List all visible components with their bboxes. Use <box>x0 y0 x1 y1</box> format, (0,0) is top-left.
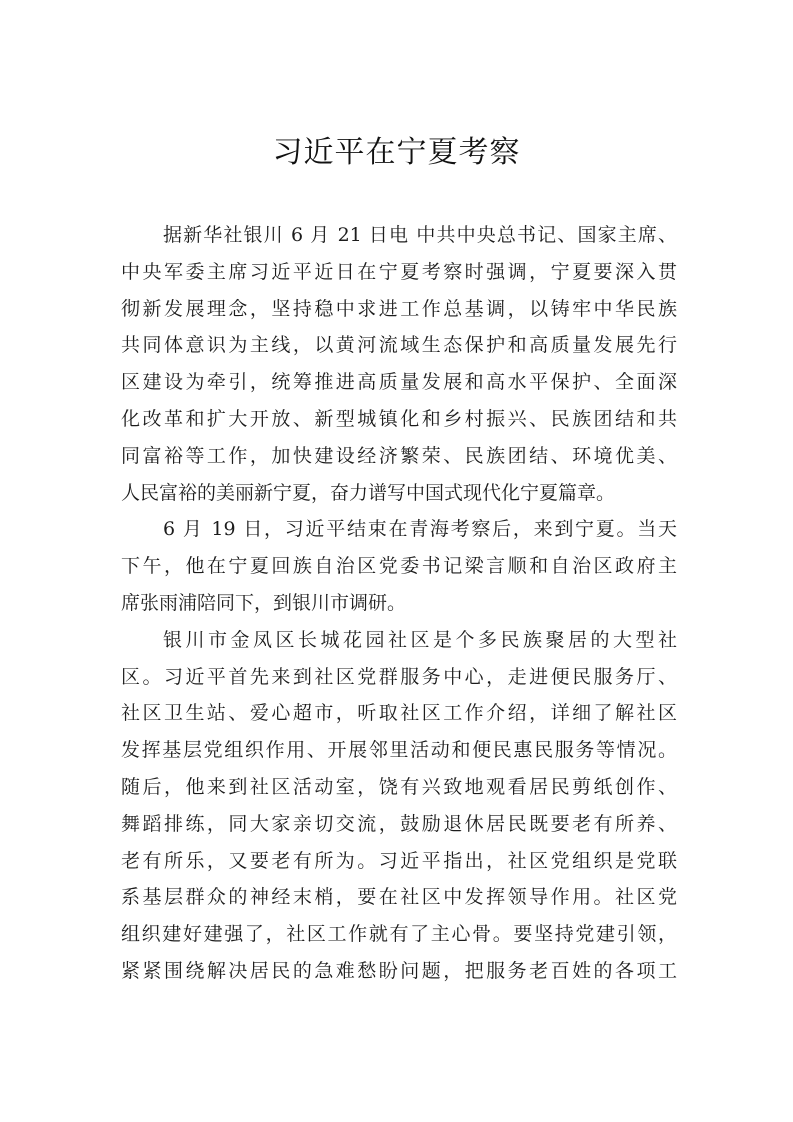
text-line: 区建设为牵引，统筹推进高质量发展和高水平保护、全面深 <box>121 371 677 394</box>
text-line: 同富裕等工作，加快建设经济繁荣、民族团结、环境优美、 <box>121 444 677 467</box>
text-line: 区。习近平首先来到社区党群服务中心，走进便民服务厅、 <box>121 665 677 688</box>
text-line: 系基层群众的神经末梢，要在社区中发挥领导作用。社区党 <box>121 886 677 909</box>
text-line: 舞蹈排练，同大家亲切交流，鼓励退休居民既要老有所养、 <box>121 812 677 835</box>
text-line: 老有所乐，又要老有所为。习近平指出，社区党组织是党联 <box>121 849 677 872</box>
document-title: 习近平在宁夏考察 <box>272 135 521 170</box>
text-line: 化改革和扩大开放、新型城镇化和乡村振兴、民族团结和共 <box>121 407 677 430</box>
text-line: 下午，他在宁夏回族自治区党委书记梁言顺和自治区政府主 <box>121 555 677 578</box>
text-line: 发挥基层党组织作用、开展邻里活动和便民惠民服务等情况。 <box>121 739 677 762</box>
text-line: 据新华社银川 6 月 21 日电 中共中央总书记、国家主席、 <box>163 224 677 246</box>
text-line: 席张雨浦陪同下，到银川市调研。 <box>121 591 407 614</box>
article-body <box>121 217 677 990</box>
text-line: 共同体意识为主线，以黄河流域生态保护和高质量发展先行 <box>121 334 677 357</box>
text-line: 中央军委主席习近平近日在宁夏考察时强调，宁夏要深入贯 <box>121 260 677 283</box>
text-line: 彻新发展理念，坚持稳中求进工作总基调，以铸牢中华民族 <box>121 297 677 320</box>
text-line: 银川市金凤区长城花园社区是个多民族聚居的大型社 <box>163 628 677 651</box>
text-line: 随后，他来到社区活动室，饶有兴致地观看居民剪纸创作、 <box>121 775 677 798</box>
text-line: 6 月 19 日，习近平结束在青海考察后，来到宁夏。当天 <box>163 518 677 541</box>
text-line: 组织建好建强了，社区工作就有了主心骨。要坚持党建引领， <box>121 923 677 946</box>
text-line: 紧紧围绕解决居民的急难愁盼问题，把服务老百姓的各项工 <box>121 959 677 982</box>
text-line: 人民富裕的美丽新宁夏，奋力谱写中国式现代化宁夏篇章。 <box>121 481 616 504</box>
text-line: 社区卫生站、爱心超市，听取社区工作介绍，详细了解社区 <box>121 702 677 725</box>
